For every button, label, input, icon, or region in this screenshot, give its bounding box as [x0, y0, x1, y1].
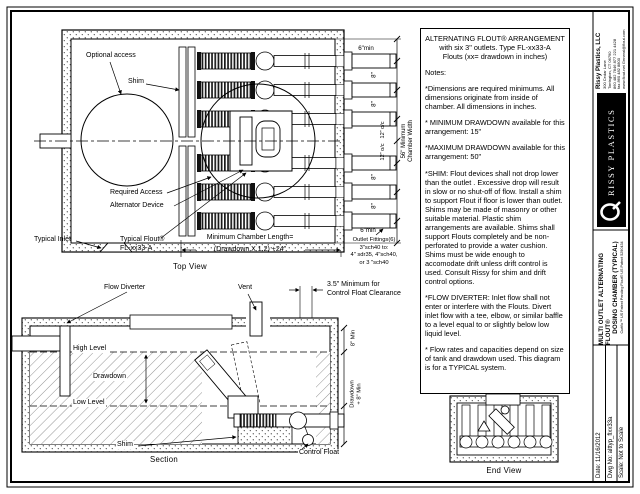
notes-panel: [420, 28, 570, 394]
note-paragraph: * MINIMUM DRAWDOWN available for this arrangement: 15": [425, 118, 565, 137]
chamber-width-line1: 56" Minimum: [401, 123, 408, 159]
low-level-label: Low Level: [73, 399, 105, 406]
end-view-caption: End View: [486, 466, 522, 475]
note-paragraph: *MAXIMUM DRAWDOWN available for this arrangement: 50": [425, 143, 566, 162]
flow-diverter-label: Flow Diverter: [104, 284, 146, 291]
required-access-label: Required Access: [110, 189, 163, 196]
notes-heading-line2: with six 3" outlets. Type FL-xx33-A: [439, 43, 551, 53]
note-paragraph: * Flow rates and capacities depend on size of tank and drawdown used. This diagram is for a TYPICAL system.: [425, 345, 564, 373]
company-name: Rissy Plastics, LLC: [595, 32, 603, 89]
outlet-fittings-line3: 4" sdr35, 4"sch40,: [350, 252, 398, 258]
dim-8-2: 8": [370, 101, 378, 107]
chamber-width-line2: Chamber Width: [408, 120, 414, 162]
alternator-device-label: Alternator Device: [110, 202, 164, 209]
section-view-drawing: [12, 286, 347, 452]
typical-flout-label-line1: Typical Flout®: [120, 236, 165, 243]
dim-6min-top: 6"min: [358, 45, 374, 52]
dim-12oc-1: 12" o/c: [379, 121, 386, 139]
patent-note: Curtflo™ US Patent Pending Flout® US Patent 5290434: [620, 241, 625, 334]
rissy-q-logo-icon: [600, 200, 622, 222]
shim-label-top: Shim: [128, 78, 144, 85]
outlet-fittings-line2: 3"sch40 to:: [359, 244, 389, 251]
drawing-title-cell: [594, 230, 628, 345]
company-address-line: Torrington, CT 06790: [606, 51, 612, 89]
dim-drawdown-line2: + 8" Min: [356, 383, 362, 405]
note-paragraph: *SHIM: Flout devices shall not drop lower than the outlet . Excessive drop will result in slow or no shut-off of flow. Install a shim to support Flout if floor is lower than outlet. Shims may be made of masonry or other suitable material. Plastic shim arrangements are available. Shims shall support Flouts completely and be non-perforated to provide a water cushion. Shims must be wide enough to accomodate drift unless drift control is used. Consult Rissy for shim and drift control options.: [425, 168, 563, 287]
logo-text: RISSY PLASTICS: [606, 108, 616, 196]
company-cell: [594, 12, 628, 230]
notes-heading-line1: ALTERNATING FLOUT® ARRANGEMENT: [425, 34, 565, 43]
dim-6min-bottom: 6"min: [360, 227, 376, 234]
drawdown-label: Drawdown: [93, 373, 127, 380]
high-level-label: High Level: [73, 345, 107, 352]
note-paragraph: *FLOW DIVERTER: Inlet flow shall not enter or interfere with the Flouts. Divert inlet flow with a tee, elbow, or similar baffle to a level equal to or slightly below low liquid level.: [425, 293, 563, 339]
chamber-width-label: [401, 120, 415, 162]
company-logo: [597, 93, 626, 227]
typical-flout-label-line2: FL-xx33-A: [120, 245, 153, 252]
outlet-fittings-line1: Outlet Fittings(6): [352, 237, 396, 243]
control-float-label: Control Float: [299, 449, 340, 456]
top-view-caption: Top View: [173, 262, 207, 271]
company-address-line: www.flout.net General@flout.com: [621, 29, 627, 89]
scale-cell: Scale: Not to Scale: [619, 426, 625, 478]
date-cell: Date: 11/16/2012: [596, 432, 602, 478]
notes-heading-line3: Flouts (xx= drawdown in inches): [442, 52, 548, 62]
dim-12oc-2: 12" o/c: [379, 143, 386, 161]
top-view-drawing: [34, 30, 401, 257]
section-caption: Section: [149, 455, 179, 464]
notes-label: Notes:: [425, 68, 447, 78]
dwg-no-cell: Dwg No: alttyp_flxx33a: [607, 416, 614, 478]
shim-label-section: Shim: [117, 441, 133, 448]
dim-8min-section: 8" Min: [350, 329, 357, 347]
end-view-drawing: [450, 394, 558, 462]
optional-access-label: Optional access: [86, 52, 136, 59]
dim-drawdown-line1: Drawdown: [349, 380, 356, 408]
company-info: [595, 15, 627, 89]
chamber-length-label-line1: Minimum Chamber Length=: [206, 234, 294, 241]
float-clearance-line1: 3.5" Minimum for: [327, 281, 380, 288]
dim-8-3: 8": [370, 174, 378, 180]
chamber-length-label-line2: (Drawdown X 1.2) +24": [213, 246, 287, 253]
drawing-title-line1: MULTI OUTLET ALTERNATING FLOUT®: [597, 252, 612, 345]
dim-8-1: 8": [370, 72, 378, 78]
dim-drawdown-section: [349, 380, 362, 407]
company-address-line: fax 860 482 8800: [616, 58, 622, 89]
company-address-line: 300 Cedar Lane: [602, 60, 608, 89]
dim-8-4: 8": [370, 203, 378, 209]
float-clearance-line2: Control Float Clearance: [327, 290, 401, 297]
drawing-title-line2: DOSING CHAMBER (TYPICAL): [611, 241, 619, 334]
vent-label: Vent: [238, 284, 253, 291]
outlet-fittings-line4: or 3 "sch40: [359, 259, 389, 266]
typical-inlet-label: Typical Inlet: [34, 236, 71, 243]
note-paragraph: *Dimensions are required minimums. All dimensions originate from inside of chamber. All dimensions in inches.: [425, 84, 555, 112]
company-address-line: 860 482 7846 877 221 4428: [611, 38, 617, 89]
